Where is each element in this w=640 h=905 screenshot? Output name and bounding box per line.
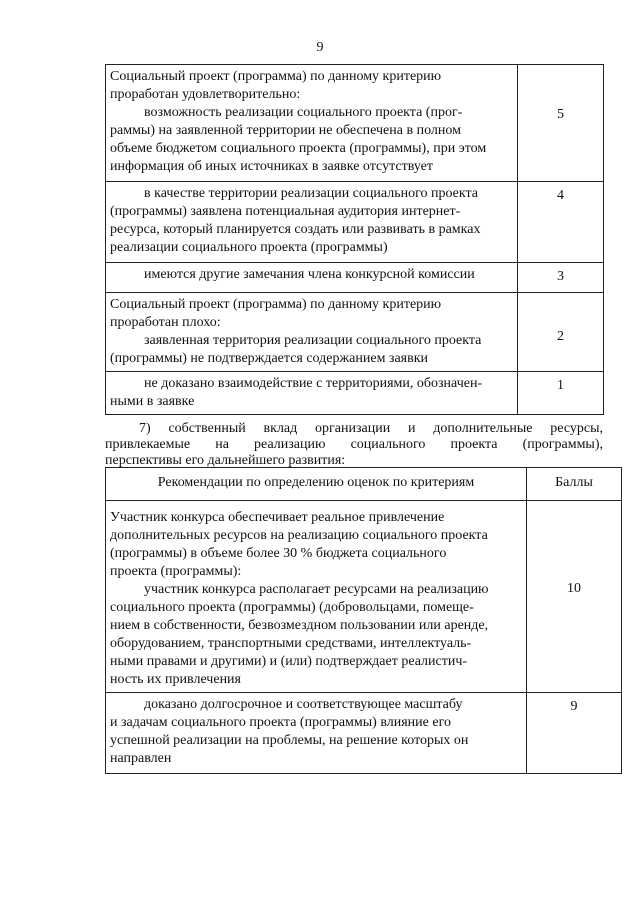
criteria-line: не доказано взаимодействие с территориями, обозначен-: [144, 376, 483, 391]
header-points: Баллы: [527, 468, 622, 501]
table-row: [106, 182, 604, 263]
score-cell: 9: [527, 693, 622, 774]
table-row: [106, 372, 604, 415]
criteria-line: успешной реализации на проблемы, на решение которых он: [110, 733, 469, 748]
criteria-cell: [106, 501, 527, 693]
criteria-line: в качестве территории реализации социального проекта: [144, 186, 478, 201]
table-row: [106, 65, 604, 182]
table-row: [106, 501, 622, 693]
score-cell: 2: [518, 293, 604, 372]
criteria-line: участник конкурса располагает ресурсами на реализацию: [144, 582, 489, 597]
criteria-line: проработан удовлетворительно:: [110, 87, 301, 102]
criteria-line: реализации социального проекта (программы): [110, 240, 388, 255]
criteria-cell: [106, 693, 527, 774]
criteria-cell: [106, 372, 518, 415]
table-header-row: [106, 468, 622, 501]
criteria-line: нием в собственности, безвозмездном пользовании или аренде,: [110, 618, 489, 633]
criteria-line: (программы) не подтверждается содержанием заявки: [110, 351, 429, 366]
header-criteria: Рекомендации по определению оценок по критериям: [106, 468, 527, 501]
criteria-line: раммы) на заявленной территории не обеспечена в полном: [110, 123, 461, 138]
criterion-7-intro: [105, 421, 603, 469]
criteria-line: имеются другие замечания члена конкурсной комиссии: [144, 267, 475, 282]
criteria-cell: [106, 65, 518, 182]
criteria-cell: [106, 263, 518, 293]
criteria-line: направлен: [110, 751, 172, 766]
criteria-line: ность их привлечения: [110, 672, 241, 687]
criteria-line: ными в заявке: [110, 394, 195, 409]
page-number: 9: [316, 40, 324, 55]
criteria-line: оборудованием, транспортными средствами, интеллектуаль-: [110, 636, 472, 651]
criteria-line: и задачам социального проекта (программы) влияние его: [110, 715, 451, 730]
criteria-line: ресурса, который планируется создать или развивать в рамках: [110, 222, 481, 237]
criteria-cell: [106, 293, 518, 372]
criteria-line: социального проекта (программы) (добровольцами, помеще-: [110, 600, 474, 615]
intro-line: перспективы его дальнейшего развития:: [105, 453, 346, 468]
criteria-line: Социальный проект (программа) по данному критерию: [110, 297, 442, 312]
criteria-line: доказано долгосрочное и соответствующее масштабу: [144, 697, 463, 712]
criteria-table-continued: [105, 64, 604, 415]
criteria-line: заявленная территория реализации социального проекта: [144, 333, 482, 348]
score-cell: 10: [527, 501, 622, 693]
intro-line: 7) собственный вклад организации и дополнительные ресурсы,: [139, 421, 603, 436]
table-row: [106, 263, 604, 293]
criteria-line: ными правами и другими) и (или) подтверждает реалистич-: [110, 654, 468, 669]
score-cell: 5: [518, 65, 604, 182]
criteria-cell: [106, 182, 518, 263]
table-row: [106, 293, 604, 372]
criteria-line: (программы) заявлена потенциальная аудитория интернет-: [110, 204, 461, 219]
intro-line: привлекаемые на реализацию социального проекта (программы),: [105, 437, 603, 452]
table-row: [106, 693, 622, 774]
criteria-line: объеме бюджетом социального проекта (программы), при этом: [110, 141, 487, 156]
criteria-line: возможность реализации социального проекта (прог-: [144, 105, 463, 120]
criteria-line: Социальный проект (программа) по данному критерию: [110, 69, 442, 84]
score-cell: 1: [518, 372, 604, 415]
score-cell: 3: [518, 263, 604, 293]
criteria-line: Участник конкурса обеспечивает реальное привлечение: [110, 510, 445, 525]
criteria-line: информация об иных источниках в заявке отсутствует: [110, 159, 433, 174]
score-cell: 4: [518, 182, 604, 263]
criteria-table-7: [105, 467, 622, 774]
criteria-line: (программы) в объеме более 30 % бюджета социального: [110, 546, 447, 561]
criteria-line: дополнительных ресурсов на реализацию социального проекта: [110, 528, 488, 543]
criteria-line: проекта (программы):: [110, 564, 242, 579]
criteria-line: проработан плохо:: [110, 315, 221, 330]
